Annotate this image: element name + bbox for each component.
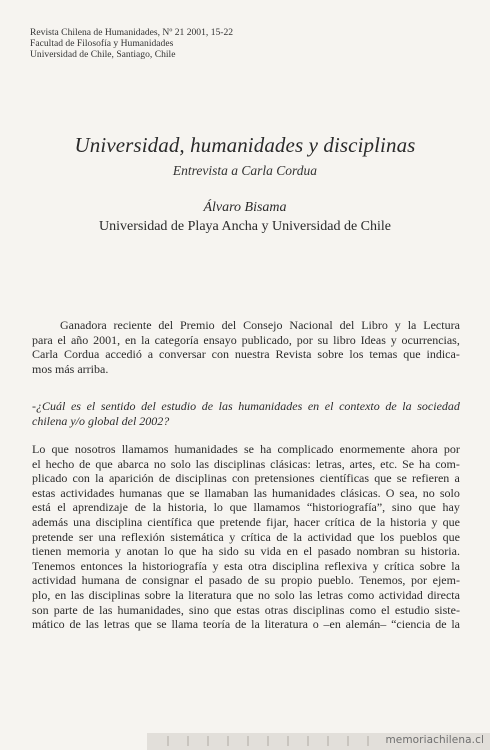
journal-citation: Revista Chilena de Humanidades, Nº 21 2001, 15-22 [30, 27, 234, 38]
site-watermark: memoriachilena.cl [385, 734, 484, 746]
watermark-bar [147, 733, 490, 750]
university-location: Universidad de Chile, Santiago, Chile [30, 49, 176, 60]
answer-line: además una disciplina científica que pretende fijar, hacer crítica de la historia y que [32, 514, 460, 529]
question-line: -¿Cuál es el sentido del estudio de las humanidades en el contexto de la sociedad [32, 399, 460, 413]
intro-line: Ganadora reciente del Premio del Consejo Nacional del Libro y la Lectura [60, 318, 460, 332]
answer-line: plo, en las disciplinas sobre la literatura que no solo las letras como actividad directa [32, 587, 460, 602]
intro-paragraph [32, 318, 460, 376]
answer-line: está el aprendizaje de la historia, lo que llamamos “historiografía”, sino que hay [32, 500, 460, 515]
answer-line: mático de las letras que se llama teoría de la literatura o –en alemán– “ciencia de la [32, 617, 460, 632]
author-affiliation: Universidad de Playa Ancha y Universidad de Chile [99, 219, 391, 234]
intro-line: para el año 2001, en la categoría ensayo publicado, por su libro Ideas y ocurrencias, [32, 332, 460, 347]
interview-answer [32, 442, 460, 632]
answer-line: Tenemos entonces la historiografía y esta otra disciplina reflexiva y crítica sobre la [32, 558, 460, 573]
intro-line: mos más arriba. [32, 361, 109, 376]
article-subtitle: Entrevista a Carla Cordua [172, 163, 318, 178]
question-line: chilena y/o global del 2002? [32, 413, 170, 428]
author-name: Álvaro Bisama [203, 200, 287, 215]
article-title: Universidad, humanidades y disciplinas [74, 133, 416, 157]
answer-line: estas actividades humanas que se llamaban las humanidades clásicas. O sea, no solo [32, 485, 460, 500]
answer-line: tienen memoria y anotan lo que ha sido su vida en el pasado nombran su historia. [32, 544, 460, 559]
answer-line: son parte de las humanidades, sino que estas otras disciplinas como el estudio siste- [32, 602, 460, 617]
answer-line: el hecho de que abarca no solo las disciplinas clásicas: letras, artes, etc. Se ha com- [32, 456, 460, 471]
faculty-name: Facultad de Filosofía y Humanidades [30, 38, 174, 49]
answer-line: Lo que nosotros llamamos humanidades se ha complicado enormemente ahora por [32, 442, 460, 456]
intro-line: Carla Cordua accedió a conversar con nuestra Revista sobre los temas que indica- [32, 347, 460, 362]
journal-header [30, 27, 233, 60]
answer-line: actividad humana de consignar el pasado de su propio pueblo. Tenemos, por ejem- [32, 573, 460, 588]
interview-question [32, 399, 460, 428]
answer-line: plicado con la aparición de disciplinas con pretensiones científicas que se refieren a [32, 471, 460, 486]
answer-line: pretende ser una reflexión sistemática y crítica de la actividad que los pueblos que [32, 529, 460, 544]
